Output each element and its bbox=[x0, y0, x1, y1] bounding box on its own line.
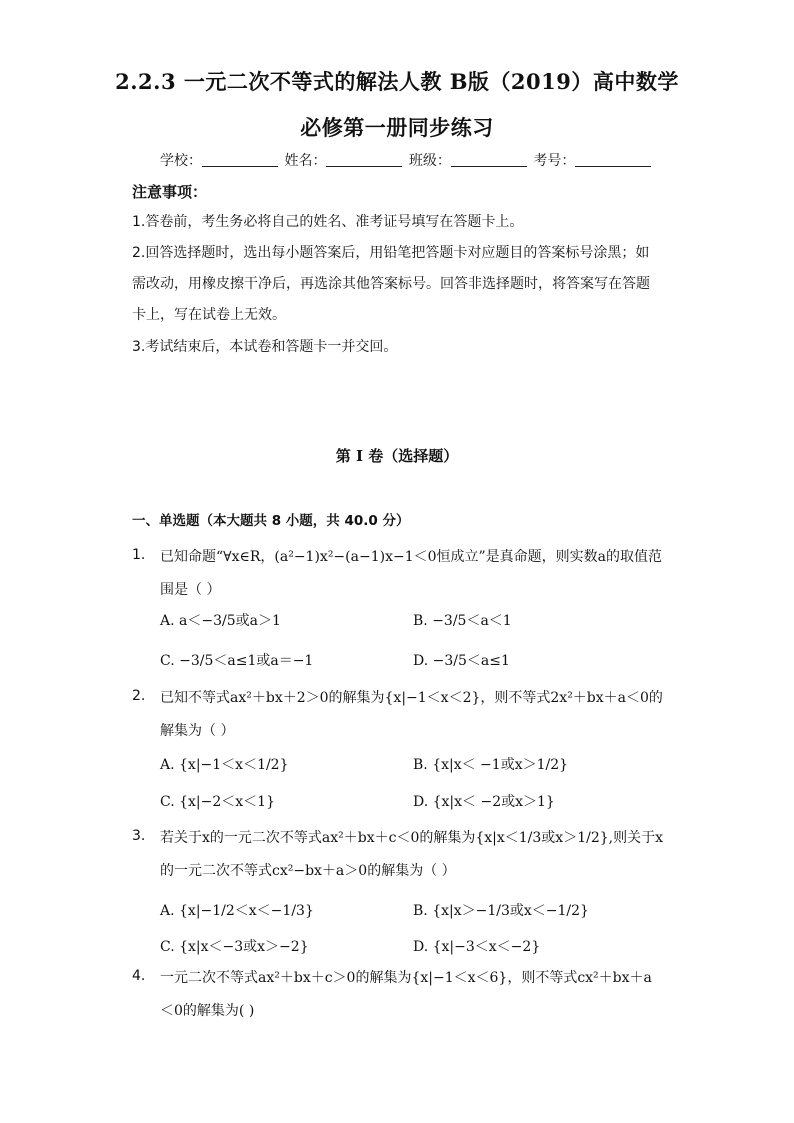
option-c[interactable]: C. −3/5＜a≤1或a＝−1 bbox=[160, 653, 314, 669]
option-b[interactable]: B. {x|x＜ −1或x＞1/2} bbox=[413, 757, 569, 773]
notice-item-2: 2.回答选择题时，选出每小题答案后，用铅笔把答题卡对应题目的答案标号涂黑；如需改动，用橡皮擦干净后，再选涂其他答案标号。回答非选择题时，将答案写在答题卡上，写在试卷上无效。 bbox=[132, 245, 650, 323]
class-label: 班级： bbox=[408, 153, 451, 169]
notice-item-1: 1.答卷前，考生务必将自己的姓名、准考证号填写在答题卡上。 bbox=[132, 214, 524, 230]
option-a[interactable]: A. {x|−1/2＜x＜−1/3} bbox=[160, 903, 314, 919]
part-title: 一、单选题（本大题共 8 小题，共 40.0 分） bbox=[132, 513, 410, 529]
option-b[interactable]: B. −3/5＜a＜1 bbox=[413, 613, 512, 629]
question-number: 1. bbox=[132, 547, 146, 563]
option-d[interactable]: D. −3/5＜a≤1 bbox=[413, 653, 510, 669]
option-d[interactable]: D. {x|−3＜x＜−2} bbox=[413, 939, 541, 955]
question-number: 3. bbox=[132, 828, 146, 844]
question-stem: 已知不等式ax²＋bx＋2＞0的解集为{x|−1＜x＜2}，则不等式2x²＋bx＋a＜0的解集为（ ） bbox=[160, 690, 663, 739]
school-label: 学校： bbox=[160, 153, 202, 169]
school-blank[interactable] bbox=[202, 152, 278, 167]
question-stem: 已知命题“∀x∈R，(a²−1)x²−(a−1)x−1＜0恒成立”是真命题，则实数a的取值范围是（ ） bbox=[160, 549, 663, 598]
question-number: 4. bbox=[132, 968, 146, 984]
class-blank[interactable] bbox=[451, 152, 527, 167]
exam-no-label: 考号： bbox=[533, 153, 576, 169]
option-b[interactable]: B. {x|x＞−1/3或x＜−1/2} bbox=[413, 903, 589, 919]
option-a[interactable]: A. a＜−3/5或a＞1 bbox=[160, 613, 281, 629]
question-number: 2. bbox=[132, 688, 146, 704]
section-title: 第 I 卷（选择题） bbox=[335, 447, 459, 465]
notice-item-3: 3.考试结束后，本试卷和答题卡一并交回。 bbox=[132, 339, 398, 355]
name-label: 姓名： bbox=[284, 153, 327, 169]
student-info-line bbox=[160, 150, 653, 170]
exam-no-blank[interactable] bbox=[575, 152, 651, 167]
option-c[interactable]: C. {x|x＜−3或x＞−2} bbox=[160, 939, 309, 955]
title-line-2: 必修第一册同步练习 bbox=[300, 115, 494, 140]
option-a[interactable]: A. {x|−1＜x＜1/2} bbox=[160, 757, 289, 773]
name-blank[interactable] bbox=[326, 152, 402, 167]
question-stem: 一元二次不等式ax²＋bx＋c＞0的解集为{x|−1＜x＜6}，则不等式cx²＋bx＋a＜0的解集为( ) bbox=[160, 970, 652, 1019]
question-stem: 若关于x的一元二次不等式ax²＋bx＋c＜0的解集为{x|x＜1/3或x＞1/2},则关于x的一元二次不等式cx²−bx＋a＞0的解集为（ ） bbox=[160, 830, 663, 879]
notice-heading: 注意事项： bbox=[132, 183, 208, 201]
title-line-1: 2.2.3 一元二次不等式的解法人教 B版（2019）高中数学 bbox=[115, 69, 679, 94]
option-c[interactable]: C. {x|−2＜x＜1} bbox=[160, 794, 275, 810]
option-d[interactable]: D. {x|x＜ −2或x＞1} bbox=[413, 794, 555, 810]
